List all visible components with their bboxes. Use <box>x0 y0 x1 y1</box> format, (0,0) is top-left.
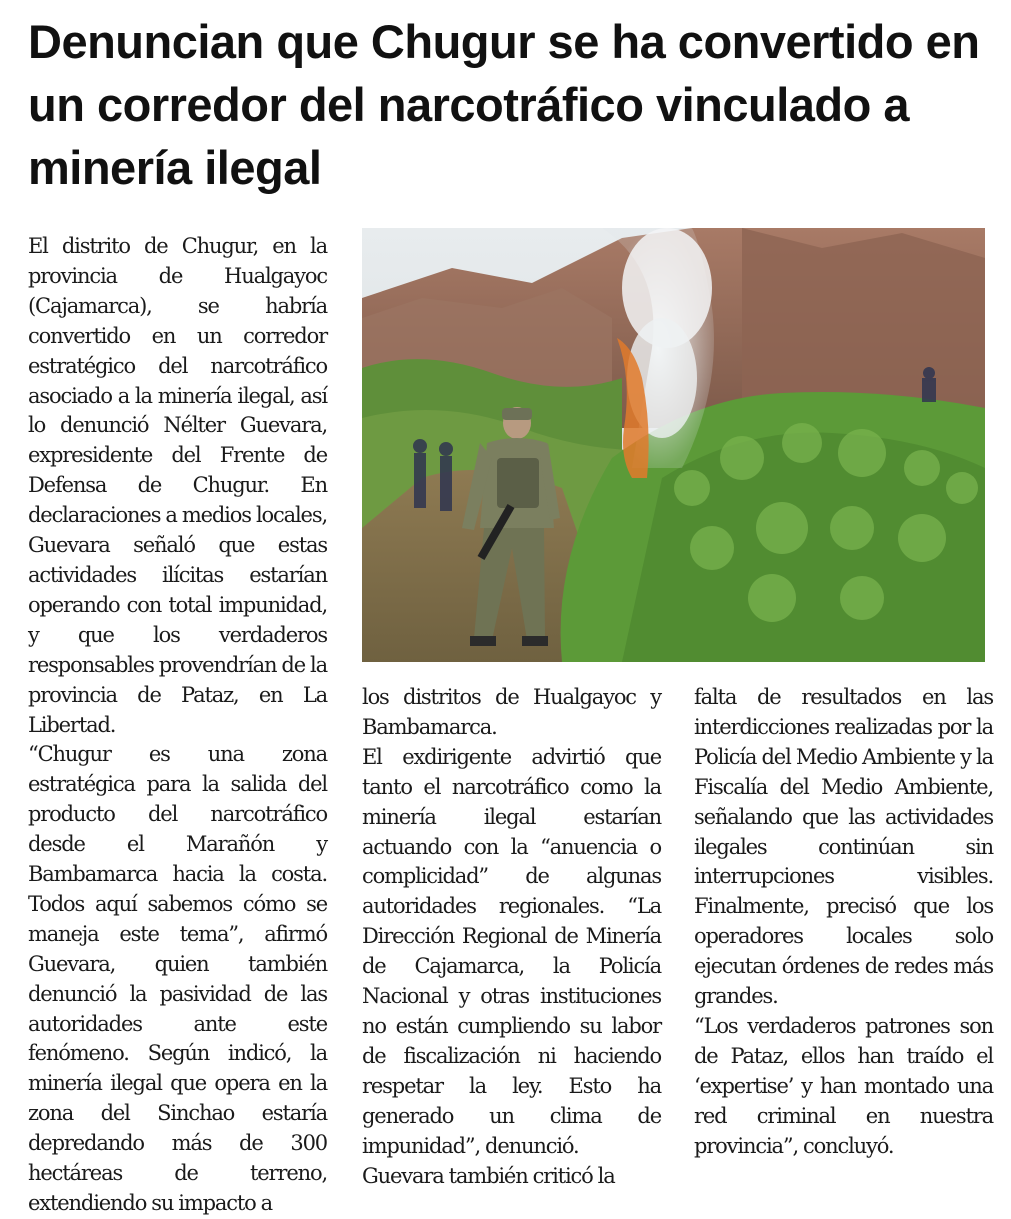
article-photo <box>362 228 985 662</box>
paragraph: “Los verdaderos patrones son de Pataz, ellos han traído el ‘expertise’ y han montado una red criminal en nuestra provincia”, concluyó. <box>694 1013 993 1158</box>
paragraph: Guevara también criticó la <box>362 1163 615 1188</box>
paragraph: falta de resultados en las interdicciones realizadas por la Policía del Medio Ambiente y la Fiscalía del Medio Ambiente, señalando que las actividades ilegales continúan sin interrupciones visibles. Finalmente, precisó que los operadores locales solo ejecutan órdenes de redes más grandes. <box>694 685 993 1009</box>
photo-illustration <box>362 228 985 662</box>
article-column-1 <box>28 232 327 1219</box>
paragraph: “Chugur es una zona estratégica para la salida del producto del narcotráfico desde el Marañón y Bambamarca hacia la costa. Todos aquí sabemos cómo se maneja este tema”, afirmó Guevara, quien también denunció la pasividad de las autoridades ante este fenómeno. Según indicó, la minería ilegal que opera en la zona del Sinchao estaría depredando más de 300 hectáreas de terreno, extendiendo su impacto a <box>28 742 327 1215</box>
headline: Denuncian que Chugur se ha convertido en un corredor del narcotráfico vinculado a minería ilegal <box>28 15 980 194</box>
article-column-3 <box>694 683 993 1162</box>
paragraph: El exdirigente advirtió que tanto el narcotráfico como la minería ilegal estarían actuando con la “anuencia o complicidad” de algunas autoridades regionales. “La Dirección Regional de Minería de Cajamarca, la Policía Nacional y otras instituciones no están cumpliendo su labor de fiscalización ni haciendo respetar la ley. Esto ha generado un clima de impunidad”, denunció. <box>362 744 661 1158</box>
article-column-2 <box>362 683 661 1191</box>
paragraph: El distrito de Chugur, en la provincia de Hualgayoc (Cajamarca), se habría convertido en un corredor estratégico del narcotráfico asociado a la minería ilegal, así lo denunció Nélter Guevara, expresidente del Frente de Defensa de Chugur. En declaraciones a medios locales, Guevara señaló que estas actividades ilícitas estarían operando con total impunidad, y que los verdaderos responsables provendrían de la provincia de Pataz, en La Libertad. <box>28 234 327 737</box>
paragraph: los distritos de Hualgayoc y Bambamarca. <box>362 685 661 739</box>
